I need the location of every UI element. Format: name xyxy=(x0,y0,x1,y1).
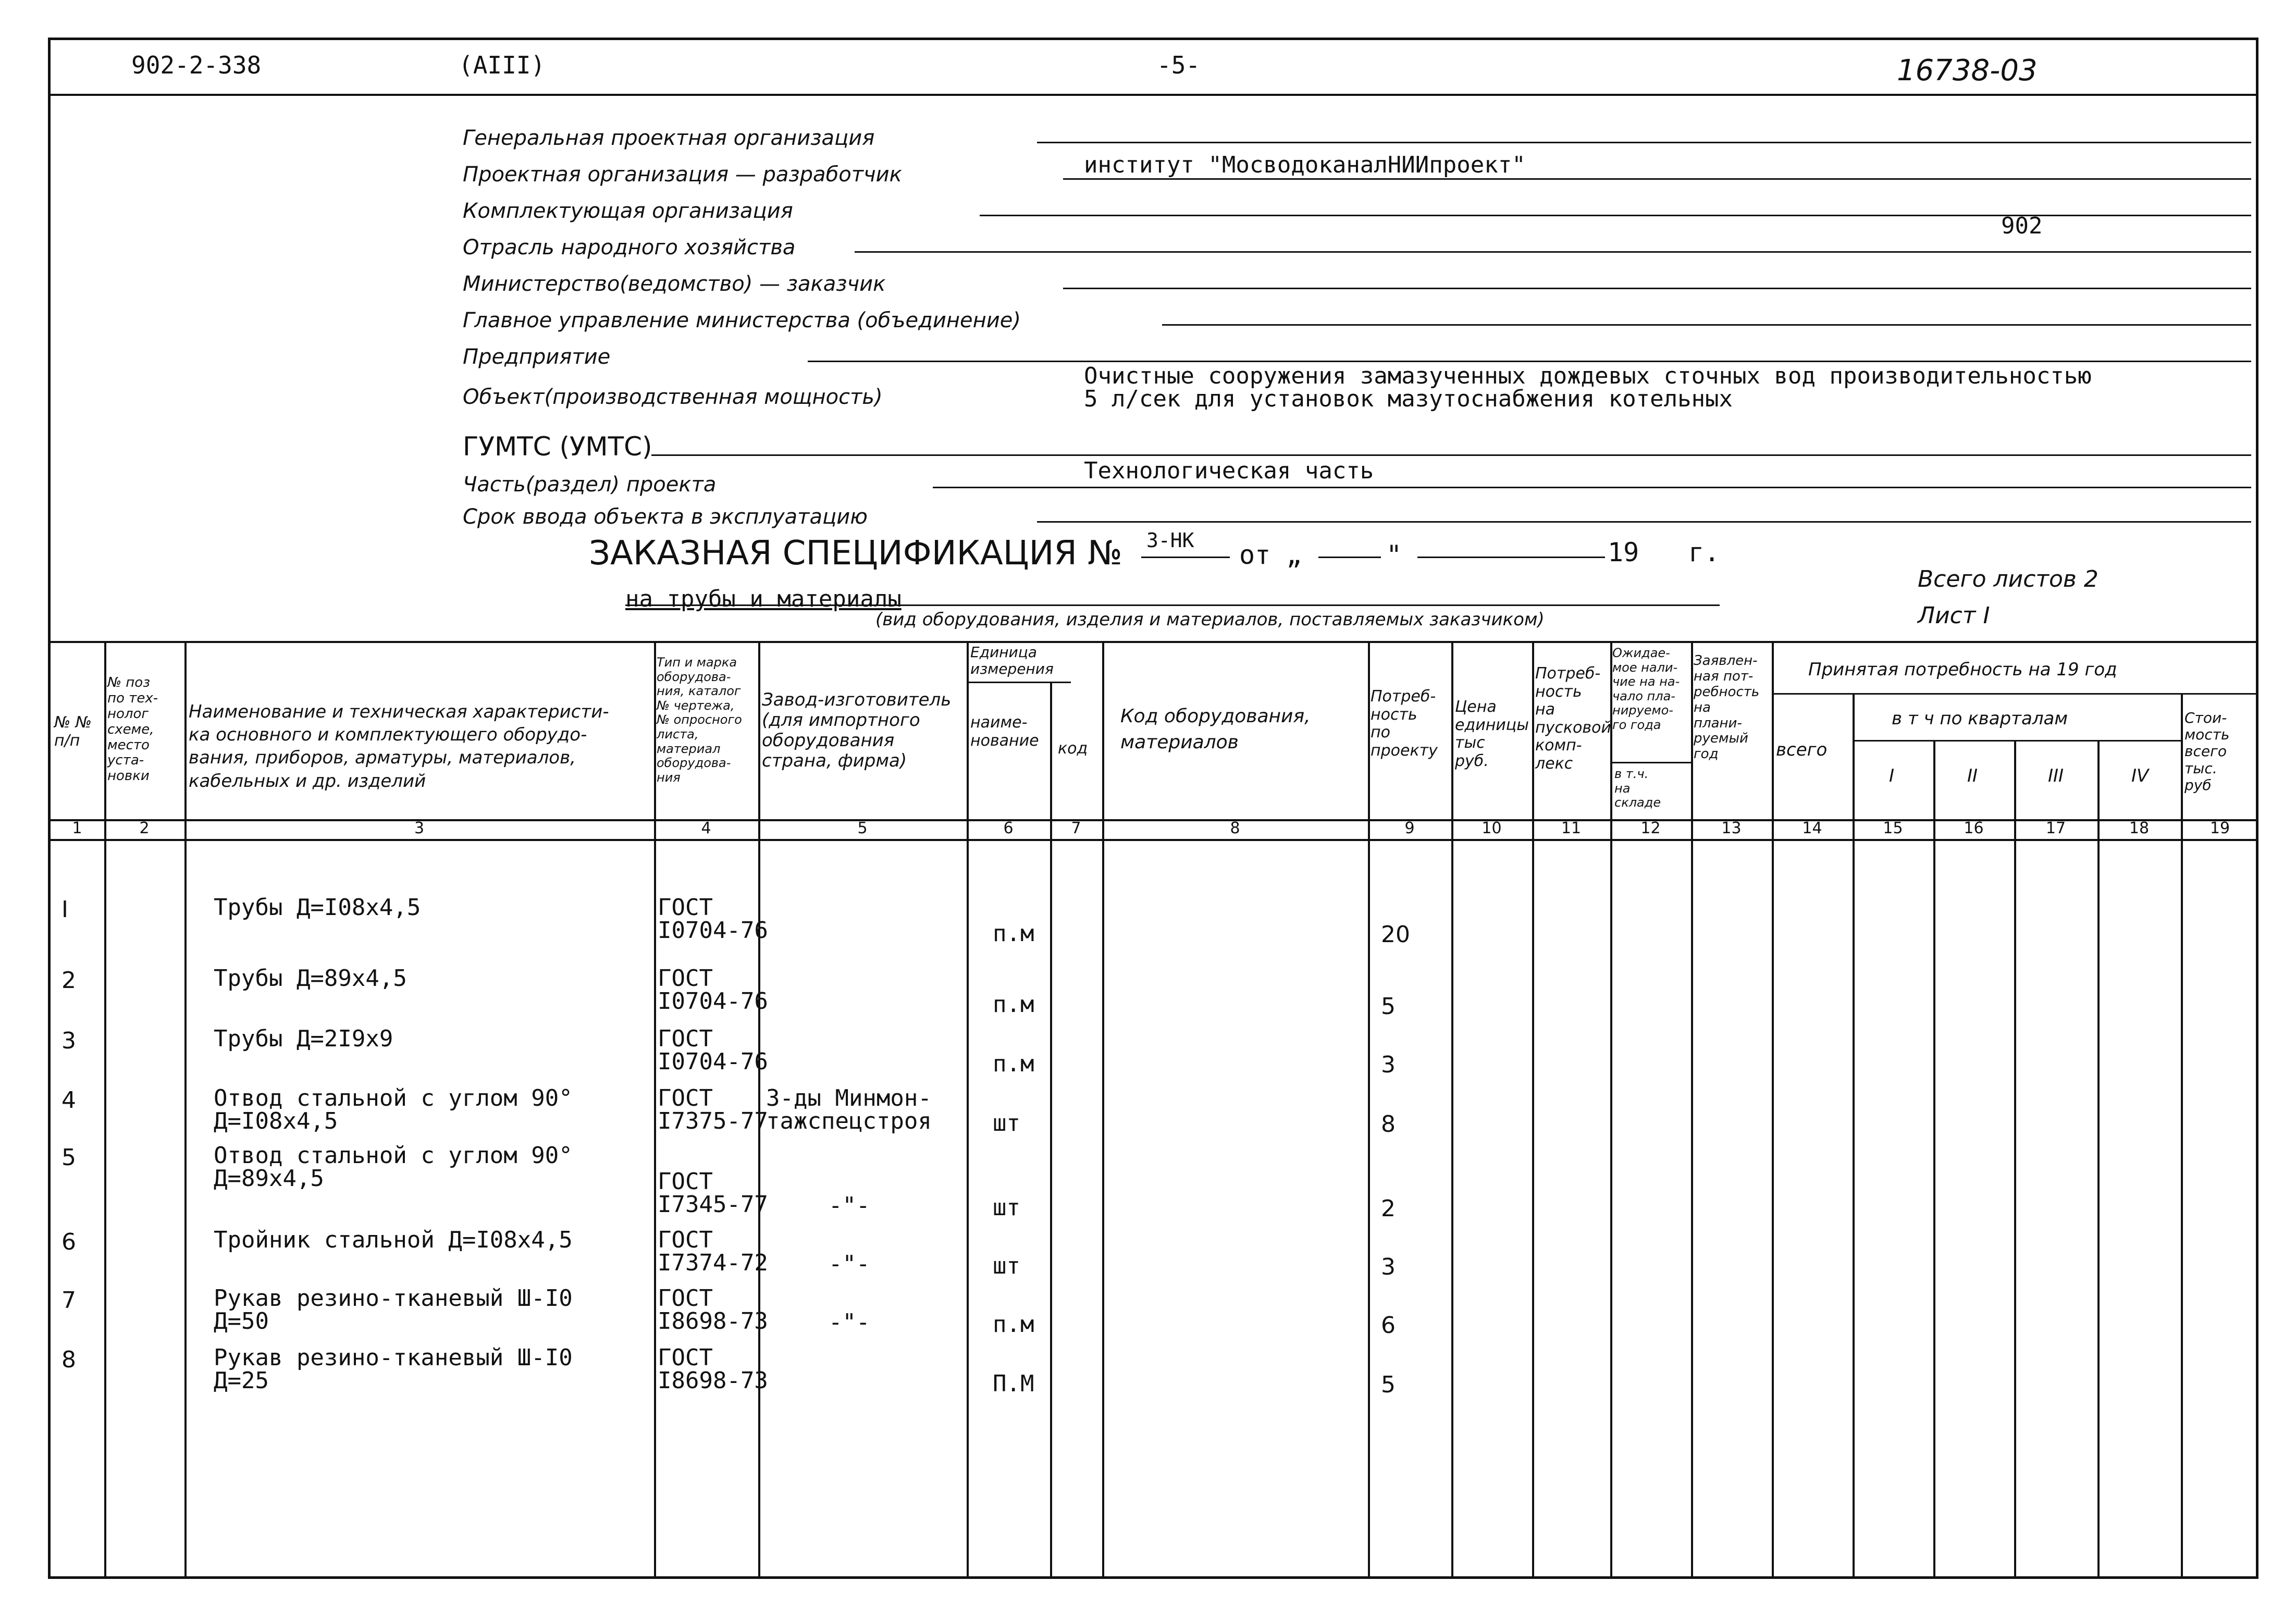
item-unit: шт xyxy=(993,1253,1020,1279)
doc-series: (AIII) xyxy=(459,51,546,79)
row-number: 5 xyxy=(61,1144,76,1171)
total-sheets: Всего листов 2 xyxy=(1918,566,2099,592)
colnum: 19 xyxy=(2209,819,2230,837)
item-gost: ГОСТ I0704-76 xyxy=(658,965,768,1015)
hdr-c5: Завод-изготовитель (для импортного оборудования страна, фирма) xyxy=(762,689,952,772)
colnum: 18 xyxy=(2129,819,2150,837)
ministry-label: Министерство(ведомство) — заказчик xyxy=(463,272,886,296)
item-unit: шт xyxy=(993,1110,1020,1136)
hdr-c6: наиме- нование xyxy=(970,713,1039,750)
colnum: 12 xyxy=(1640,819,1661,837)
proj-org-value: институт "МосводоканалНИИпроект" xyxy=(1084,152,1526,178)
hdr-accepted: Принятая потребность на 19 год xyxy=(1808,659,2117,680)
hdr-c13: Заявлен- ная пот- ребность на плани- руемый год xyxy=(1694,653,1760,762)
page-number: -5- xyxy=(1157,51,1201,79)
hdr-c7: код xyxy=(1058,739,1088,758)
colnum: 16 xyxy=(1964,819,1984,837)
table-top-border xyxy=(48,641,2258,643)
item-gost: ГОСТ I0704-76 xyxy=(658,894,768,944)
item-name: Отвод стальной с углом 90° Д=I08х4,5 xyxy=(214,1085,573,1134)
colnum: 3 xyxy=(414,819,425,837)
branch-label: Отрасль народного хозяйства xyxy=(463,236,796,260)
hdr-c2: № поз по тех- нолог схеме, место уста- новки xyxy=(107,675,158,784)
part-label: Часть(раздел) проекта xyxy=(463,473,717,497)
item-plant: -"- xyxy=(829,1192,870,1219)
item-qty: 20 xyxy=(1381,921,1410,948)
row-number: 4 xyxy=(61,1087,76,1114)
colnum: 1 xyxy=(72,819,82,837)
colnum: 10 xyxy=(1482,819,1502,837)
row-number: 8 xyxy=(61,1346,76,1373)
archive-stamp: 16738-03 xyxy=(1897,54,2038,88)
item-unit: шт xyxy=(993,1194,1020,1221)
item-unit: п.м xyxy=(993,991,1034,1018)
hdr-c10: Цена единицы тыс руб. xyxy=(1455,698,1529,770)
hdr-c8: Код оборудования, материалов xyxy=(1120,706,1311,753)
item-unit: п.м xyxy=(993,1311,1034,1338)
item-name: Трубы Д=2I9х9 xyxy=(214,1026,393,1052)
object-value-2: 5 л/сек для установок мазутоснабжения котельных xyxy=(1084,386,1733,412)
item-qty: 5 xyxy=(1381,1372,1396,1398)
item-qty: 8 xyxy=(1381,1111,1396,1138)
row-number: I xyxy=(61,896,68,923)
term-label: Срок ввода объекта в эксплуатацию xyxy=(463,505,868,529)
colnum: 15 xyxy=(1883,819,1903,837)
item-unit: п.м xyxy=(993,1051,1034,1077)
item-name: Отвод стальной с углом 90° Д=89х4,5 xyxy=(214,1142,573,1192)
gen-org-label: Генеральная проектная организация xyxy=(463,126,875,150)
item-qty: 2 xyxy=(1381,1195,1396,1222)
colnum: 13 xyxy=(1721,819,1742,837)
spec-year: 19 xyxy=(1608,537,1639,567)
item-name: Рукав резино-тканевый Ш-I0 Д=25 xyxy=(214,1344,573,1394)
item-gost: ГОСТ I7345-77 xyxy=(658,1168,768,1218)
spec-quote: " xyxy=(1386,540,1402,570)
item-name: Рукав резино-тканевый Ш-I0 Д=50 xyxy=(214,1285,573,1335)
colnum: 2 xyxy=(139,819,150,837)
item-qty: 6 xyxy=(1381,1312,1396,1339)
hdr-quarters: в т ч по кварталам xyxy=(1892,708,2068,729)
spec-g: г. xyxy=(1688,537,1720,567)
colnum: 17 xyxy=(2045,819,2066,837)
topbar-divider xyxy=(48,94,2258,96)
item-gost: ГОСТ I7375-77 xyxy=(658,1085,768,1134)
colnum: 4 xyxy=(701,819,711,837)
item-qty: 3 xyxy=(1381,1254,1396,1280)
spec-title: ЗАКАЗНАЯ СПЕЦИФИКАЦИЯ № xyxy=(589,534,1122,573)
item-qty: 5 xyxy=(1381,993,1396,1020)
hdr-c4: Тип и марка оборудова- ния, каталог № чертежа, № опросного листа, материал оборудова- ния xyxy=(657,655,742,785)
item-qty: 3 xyxy=(1381,1052,1396,1078)
compl-org-label: Комплектующая организация xyxy=(463,199,793,223)
item-gost: ГОСТ I8698-73 xyxy=(658,1344,768,1394)
item-gost: ГОСТ I8698-73 xyxy=(658,1285,768,1335)
item-gost: ГОСТ I0704-76 xyxy=(658,1026,768,1075)
item-gost: ГОСТ I7374-72 xyxy=(658,1227,768,1276)
row-number: 3 xyxy=(61,1028,76,1054)
subject-note: (вид оборудования, изделия и материалов, поставляемых заказчиком) xyxy=(875,609,1545,630)
colnum: 6 xyxy=(1003,819,1014,837)
object-value-1: Очистные сооружения замазученных дождевых сточных вод производительностью xyxy=(1084,363,2092,389)
part-value: Технологическая часть xyxy=(1084,458,1374,484)
colnum: 14 xyxy=(1802,819,1822,837)
branch-value: 902 xyxy=(2001,213,2043,239)
hdr-q2: II xyxy=(1967,765,1978,786)
hdr-c19: Стои- мость всего тыс. руб xyxy=(2184,709,2230,794)
hdr-c3: Наименование и техническая характеристи- ка основного и комплектующего оборудо- вания, приборов, арматуры, материалов, кабельных и др. изделий xyxy=(189,701,609,792)
row-number: 2 xyxy=(61,967,76,994)
item-plant: -"- xyxy=(829,1309,870,1336)
proj-org-label: Проектная организация — разработчик xyxy=(463,163,902,187)
item-unit: п.м xyxy=(993,920,1034,947)
item-name: Тройник стальной Д=I08х4,5 xyxy=(214,1227,573,1253)
hdr-c11: Потреб- ность на пусковой комп- лекс xyxy=(1535,664,1611,773)
hdr-c12b: в т.ч. на складе xyxy=(1614,767,1661,810)
item-unit: П.М xyxy=(993,1370,1034,1397)
hdr-c14: всего xyxy=(1776,739,1828,760)
hdr-q3: III xyxy=(2048,765,2064,786)
hdr-q1: I xyxy=(1889,765,1895,786)
hdr-c12a: Ожидае- мое нали- чие на на- чало пла- нируемо- го года xyxy=(1612,646,1680,732)
spec-number: 3-НК xyxy=(1146,529,1194,552)
item-name: Трубы Д=89х4,5 xyxy=(214,965,407,992)
hdr-c1: № № п/п xyxy=(54,713,92,750)
object-label: Объект(производственная мощность) xyxy=(463,385,883,409)
row-number: 7 xyxy=(61,1287,76,1314)
main-dept-label: Главное управление министерства (объединение) xyxy=(463,308,1021,332)
colnum: 9 xyxy=(1404,819,1415,837)
hdr-unit: Единица измерения xyxy=(970,644,1054,678)
item-plant: -"- xyxy=(829,1251,870,1277)
item-name: Трубы Д=I08х4,5 xyxy=(214,894,421,921)
hdr-q4: IV xyxy=(2131,765,2149,786)
doc-code: 902-2-338 xyxy=(131,51,262,79)
colnum: 8 xyxy=(1230,819,1240,837)
spec-subject: на трубы и материалы xyxy=(625,586,902,612)
spec-from: от „ xyxy=(1239,540,1302,570)
colnum: 7 xyxy=(1071,819,1081,837)
item-plant: З-ды Минмон- тажспецстроя xyxy=(766,1085,932,1134)
enterprise-label: Предприятие xyxy=(463,345,611,369)
sheet-number: Лист I xyxy=(1918,602,1990,629)
gumts-label: ГУМТС (УМТС) xyxy=(463,431,652,462)
row-number: 6 xyxy=(61,1229,76,1255)
colnum: 11 xyxy=(1561,819,1582,837)
colnum: 5 xyxy=(857,819,868,837)
hdr-c9: Потреб- ность по проекту xyxy=(1371,687,1438,760)
